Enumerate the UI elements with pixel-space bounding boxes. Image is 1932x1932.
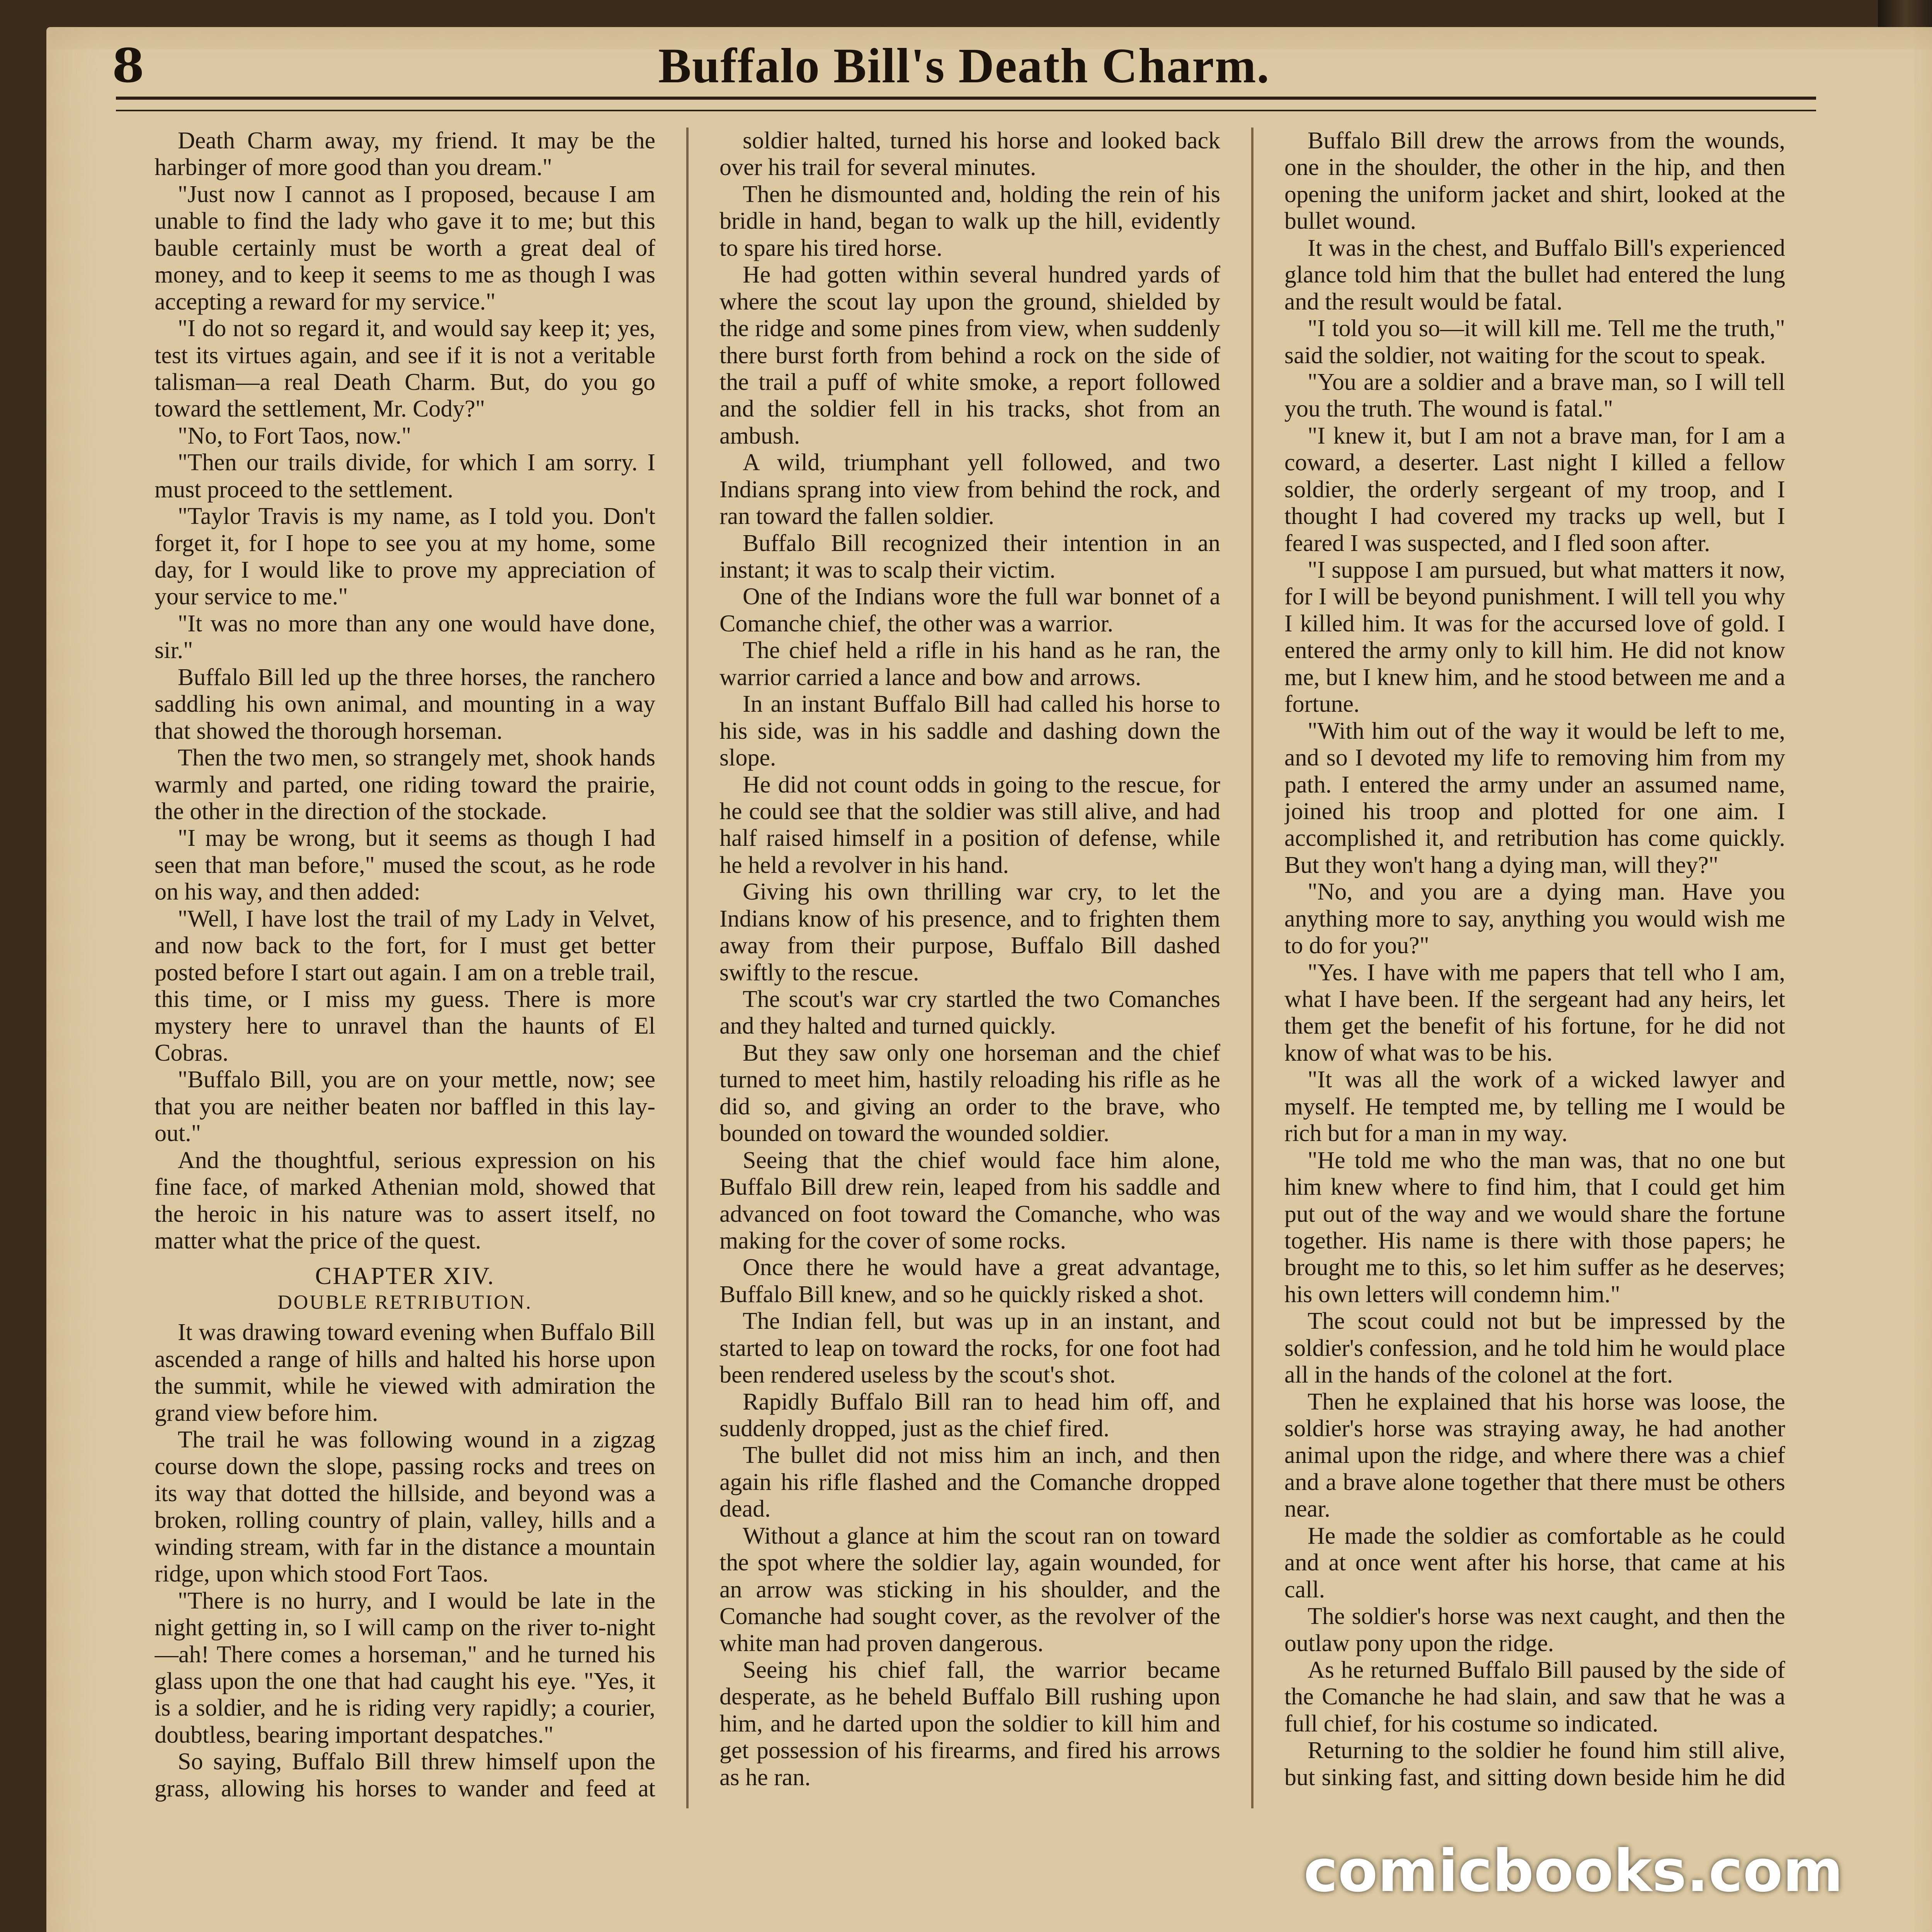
paragraph: "He told me who the man was, that no one but him knew where to find him, that I could get him put out of the way and we would share the fortune together. His name is there with those papers; he brought me to this, so let him suffer as he deserves; his own letters will condemn him." xyxy=(1284,1147,1785,1308)
paragraph: "With him out of the way it would be left to me, and so I devoted my life to removing him from my path. I entered the army under an assumed name, joined his troop and plotted for one aim. I accomplished it, and retribution has come quickly. But they won't hang a dying man, will they?" xyxy=(1284,718,1785,878)
paragraph: "I knew it, but I am not a brave man, for I am a coward, a deserter. Last night I killed a fellow soldier, the orderly sergeant of my troop, and I thought I had covered my tracks up well, but I feared I was suspected, and I fled soon after. xyxy=(1284,422,1785,556)
paragraph: Without a glance at him the scout ran on toward the spot where the soldier lay, again wounded, for an arrow was sticking in his shoulder, and the Comanche had sought cover, as the revolver of the white man had proven dangerous. xyxy=(719,1522,1220,1656)
paragraph: Then the two men, so strangely met, shook hands warmly and parted, one riding toward the prairie, the other in the direction of the stockade. xyxy=(155,745,655,825)
paragraph: It was in the chest, and Buffalo Bill's experienced glance told him that the bullet had entered the lung and the result would be fatal. xyxy=(1284,235,1785,315)
paragraph: Returning to the soldier he found him still alive, but sinking fast, and sitting down beside him he did xyxy=(1284,1737,1785,1791)
paragraph: "I told you so—it will kill me. Tell me the truth," said the soldier, not waiting for the scout to speak. xyxy=(1284,315,1785,369)
paragraph: Buffalo Bill led up the three horses, the ranchero saddling his own animal, and mounting in a way that showed the thorough horseman. xyxy=(155,664,655,744)
paragraph: He did not count odds in going to the rescue, for he could see that the soldier was still alive, and had half raised himself in a position of defense, while he held a revolver in his hand. xyxy=(719,771,1220,878)
paragraph: Then he dismounted and, holding the rein of his bridle in hand, began to walk up the hill, evidently to spare his tired horse. xyxy=(719,181,1220,261)
paragraph: A wild, triumphant yell followed, and two Indians sprang into view from behind the rock, and ran toward the fallen soldier. xyxy=(719,449,1220,530)
paragraph: Rapidly Buffalo Bill ran to head him off, and suddenly dropped, just as the chief fired. xyxy=(719,1388,1220,1442)
column-3 xyxy=(1284,128,1785,1808)
chapter-subtitle: DOUBLE RETRIBUTION. xyxy=(277,1291,532,1314)
text-columns xyxy=(155,128,1785,1808)
paragraph: The soldier's horse was next caught, and then the outlaw pony upon the ridge. xyxy=(1284,1603,1785,1656)
paragraph: As he returned Buffalo Bill paused by the side of the Comanche he had slain, and saw that he was a full chief, for his costume so indicated. xyxy=(1284,1656,1785,1737)
column-divider xyxy=(1251,128,1253,1808)
paragraph: "Then our trails divide, for which I am sorry. I must proceed to the settlement. xyxy=(155,449,655,503)
paragraph: The chief held a rifle in his hand as he ran, the warrior carried a lance and bow and arrows. xyxy=(719,637,1220,690)
paragraph: "Yes. I have with me papers that tell who I am, what I have been. If the sergeant had any heirs, let them get the benefit of his fortune, for he did not know of what was to be his. xyxy=(1284,959,1785,1066)
paragraph: The trail he was following wound in a zigzag course down the slope, passing rocks and trees on its way that dotted the hillside, and beyond was a broken, rolling country of plain, valley, hills and a winding stream, with far in the distance a mountain ridge, upon which stood Fort Taos. xyxy=(155,1427,655,1587)
page-number: 8 xyxy=(112,38,145,93)
header-rule xyxy=(116,97,1816,111)
running-title: Buffalo Bill's Death Charm. xyxy=(658,38,1270,93)
paragraph: Buffalo Bill recognized their intention in an instant; it was to scalp their victim. xyxy=(719,530,1220,583)
paragraph: "Taylor Travis is my name, as I told you. Don't forget it, for I hope to see you at my home, some day, for I would like to prove my appreciation of your service to me." xyxy=(155,503,655,610)
paragraph: He had gotten within several hundred yards of where the scout lay upon the ground, shielded by the ridge and some pines from view, when suddenly there burst forth from behind a rock on the side of the trail a puff of white smoke, a report followed and the soldier fell in his tracks, shot from an ambush. xyxy=(719,262,1220,449)
paragraph: Giving his own thrilling war cry, to let the Indians know of his presence, and to frighten them away from their purpose, Buffalo Bill dashed swiftly to the rescue. xyxy=(719,879,1220,986)
paragraph: The Indian fell, but was up in an instant, and started to leap on toward the rocks, for one foot had been rendered useless by the scout's shot. xyxy=(719,1308,1220,1388)
paragraph: "There is no hurry, and I would be late in the night getting in, so I will camp on the river to-night—ah! There comes a horseman," and he turned his glass upon the one that had caught his eye. "Yes, it is a soldier, and he is riding very rapidly; a courier, doubtless, bearing important despatches." xyxy=(155,1587,655,1748)
paragraph: It was drawing toward evening when Buffalo Bill ascended a range of hills and halted his horse upon the summit, while he viewed with admiration the grand view before him. xyxy=(155,1319,655,1426)
paragraph: "I may be wrong, but it seems as though I had seen that man before," mused the scout, as he rode on his way, and then added: xyxy=(155,825,655,905)
column-1 xyxy=(155,128,655,1808)
paragraph: And the thoughtful, serious expression on his fine face, of marked Athenian mold, showed that the heroic in his nature was to assert itself, no matter what the price of the quest. xyxy=(155,1147,655,1254)
paragraph: soldier halted, turned his horse and looked back over his trail for several minutes. xyxy=(719,128,1220,181)
page-header xyxy=(112,37,1816,95)
paragraph: "No, and you are a dying man. Have you anything more to say, anything you would wish me to do for you?" xyxy=(1284,879,1785,959)
paragraph: "It was all the work of a wicked lawyer and myself. He tempted me, by telling me I would be rich but for a man in my way. xyxy=(1284,1066,1785,1147)
paragraph: "Well, I have lost the trail of my Lady in Velvet, and now back to the fort, for I must get better posted before I start out again. I am on a treble trail, this time, or I miss my guess. There is more mystery here to unravel than the haunts of El Cobras. xyxy=(155,905,655,1066)
chapter-heading: CHAPTER XIV. xyxy=(315,1262,495,1290)
paragraph: In an instant Buffalo Bill had called his horse to his side, was in his saddle and dashing down the slope. xyxy=(719,691,1220,771)
paragraph: So saying, Buffalo Bill threw himself upon the grass, allowing his horses to wander and feed at xyxy=(155,1748,655,1802)
paragraph: Once there he would have a great advantage, Buffalo Bill knew, and so he quickly risked a shot. xyxy=(719,1254,1220,1308)
paragraph: "I suppose I am pursued, but what matters it now, for I will be beyond punishment. I will tell you why I killed him. It was for the accursed love of gold. I entered the army only to kill him. He did not know me, but I knew him, and he stood between me and a fortune. xyxy=(1284,557,1785,718)
paragraph: "It was no more than any one would have done, sir." xyxy=(155,610,655,664)
paragraph: "Buffalo Bill, you are on your mettle, now; see that you are neither beaten nor baffled in this lay-out." xyxy=(155,1066,655,1147)
paragraph: The scout could not but be impressed by the soldier's confession, and he told him he would place all in the hands of the colonel at the fort. xyxy=(1284,1308,1785,1388)
paragraph: "You are a soldier and a brave man, so I will tell you the truth. The wound is fatal." xyxy=(1284,369,1785,422)
paragraph: But they saw only one horseman and the chief turned to meet him, hastily reloading his rifle as he did so, and giving an order to the brave, who bounded on toward the wounded soldier. xyxy=(719,1039,1220,1147)
paragraph: "No, to Fort Taos, now." xyxy=(178,422,412,449)
paragraph: Buffalo Bill drew the arrows from the wounds, one in the shoulder, the other in the hip, and then opening the uniform jacket and shirt, looked at the bullet wound. xyxy=(1284,128,1785,235)
column-2 xyxy=(719,128,1220,1808)
paragraph: The scout's war cry startled the two Comanches and they halted and turned quickly. xyxy=(719,986,1220,1039)
paragraph: One of the Indians wore the full war bonnet of a Comanche chief, the other was a warrior. xyxy=(719,583,1220,637)
paragraph: "Just now I cannot as I proposed, because I am unable to find the lady who gave it to me; but this bauble certainly must be worth a great deal of money, and to keep it seems to me as though I was accepting a reward for my service." xyxy=(155,181,655,315)
paragraph: Seeing his chief fall, the warrior became desperate, as he beheld Buffalo Bill rushing upon him, and he darted upon the soldier to kill him and get possession of his firearms, and fired his arrows as he ran. xyxy=(719,1656,1220,1791)
paragraph: Seeing that the chief would face him alone, Buffalo Bill drew rein, leaped from his saddle and advanced on foot toward the Comanche, who was making for the cover of some rocks. xyxy=(719,1147,1220,1254)
paragraph: Death Charm away, my friend. It may be the harbinger of more good than you dream." xyxy=(155,128,655,181)
watermark: comicbooks.com xyxy=(1303,1838,1843,1905)
paragraph: "I do not so regard it, and would say keep it; yes, test its virtues again, and see if it is not a veritable talisman—a real Death Charm. But, do you go toward the settlement, Mr. Cody?" xyxy=(155,315,655,422)
paragraph: The bullet did not miss him an inch, and then again his rifle flashed and the Comanche dropped dead. xyxy=(719,1442,1220,1522)
paragraph: He made the soldier as comfortable as he could and at once went after his horse, that came at his call. xyxy=(1284,1522,1785,1603)
paragraph: Then he explained that his horse was loose, the soldier's horse was straying away, he had another animal upon the ridge, and where there was a chief and a brave alone together that there must be others near. xyxy=(1284,1388,1785,1522)
column-divider xyxy=(686,128,689,1808)
